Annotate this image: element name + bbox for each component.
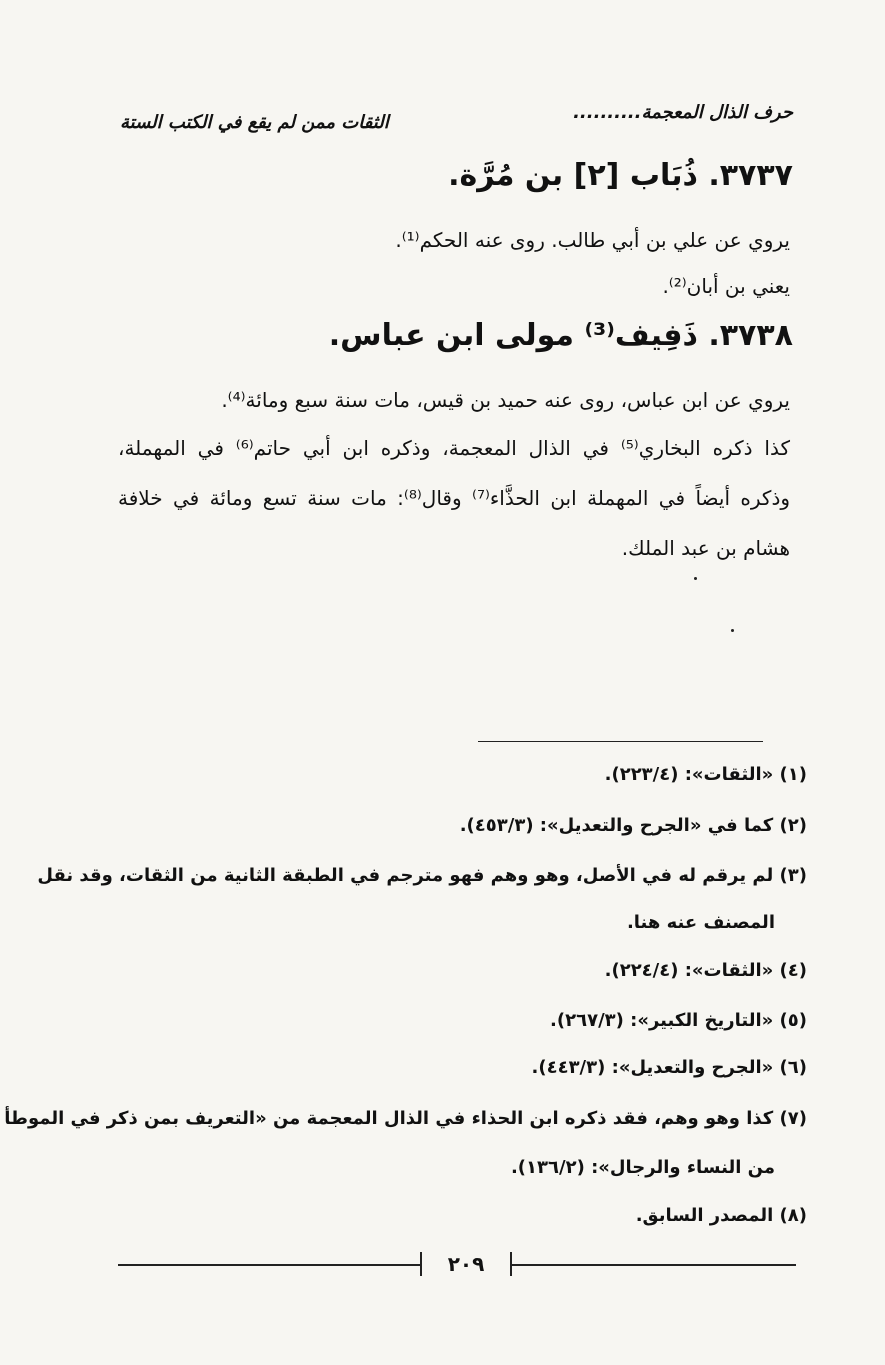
footnote-4: (٤) «الثقات»: (٢٢٤/٤). <box>604 960 807 981</box>
footer-rule-right <box>500 1264 796 1266</box>
entry-3738-line-1: يروي عن ابن عباس، روى عنه حميد بن قيس، مات سنة سبع ومائة⁽⁴⁾. <box>221 388 790 412</box>
footnote-3-continued: المصنف عنه هنا. <box>626 912 775 933</box>
page-number: ٢٠٩ <box>420 1252 512 1276</box>
footnote-2: (٢) كما في «الجرح والتعديل»: (٤٥٣/٣). <box>459 815 807 836</box>
entry-3738-line-3: وذكره أيضاً في المهملة ابن الحذَّاء⁽⁷⁾ وقال⁽⁸⁾: مات سنة تسع ومائة في خلافة <box>118 486 791 510</box>
entry-title-3737: ٣٧٣٧. ذُبَاب [٢] بن مُرَّة. <box>448 158 793 193</box>
footnote-6: (٦) «الجرح والتعديل»: (٤٤٣/٣). <box>531 1057 807 1078</box>
entry-3738-line-2: كذا ذكره البخاري⁽⁵⁾ في الذال المعجمة، وذكره ابن أبي حاتم⁽⁶⁾ في المهملة، <box>118 436 790 460</box>
running-header <box>120 98 793 134</box>
ink-speck <box>694 577 697 580</box>
entry-3737-line-2: يعني بن أبان⁽²⁾. <box>662 274 790 298</box>
footnote-separator <box>478 741 763 742</box>
entry-3738-line-4: هشام بن عبد الملك. <box>621 536 790 560</box>
footnote-5: (٥) «التاريخ الكبير»: (٢٦٧/٣). <box>550 1010 807 1031</box>
footer-rule-left <box>118 1264 420 1266</box>
entry-title-3738: ٣٧٣٨. ذَفِيف⁽³⁾ مولى ابن عباس. <box>328 318 793 353</box>
footnote-3: (٣) لم يرقم له في الأصل، وهو وهم فهو مترجم في الطبقة الثانية من الثقات، وقد نقل <box>37 865 807 886</box>
entry-3737-line-1: يروي عن علي بن أبي طالب. روى عنه الحكم⁽¹⁾. <box>395 228 790 252</box>
footnote-1: (١) «الثقات»: (٢٢٣/٤). <box>604 764 807 785</box>
ink-speck <box>731 629 734 632</box>
footnote-8: (٨) المصدر السابق. <box>635 1205 807 1226</box>
footnote-7-continued: من النساء والرجال»: (١٣٦/٢). <box>510 1157 775 1178</box>
running-header-chapter: حرف الذال المعجمة.......... <box>573 102 793 123</box>
footnote-7: (٧) كذا وهو وهم، فقد ذكره ابن الحذاء في الذال المعجمة من «التعريف بمن ذكر في الموطأ <box>4 1108 807 1129</box>
running-header-book-title: الثقات ممن لم يقع في الكتب الستة <box>120 112 389 133</box>
